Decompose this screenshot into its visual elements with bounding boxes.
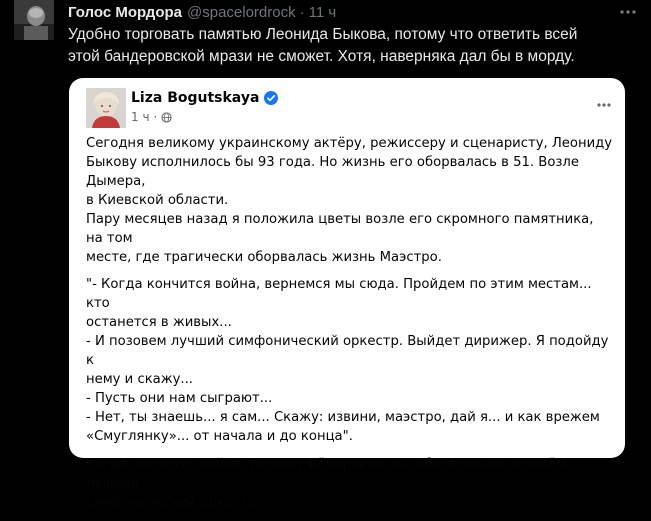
fb-text-line: - Пусть они нам сыграют... bbox=[86, 391, 273, 406]
fb-text-line: Сегодня великому украинскому актёру, режиссеру и сценаристу, Леониду bbox=[86, 136, 613, 151]
display-name[interactable]: Голос Мордора bbox=[68, 3, 182, 21]
fb-text-line: месте, где трагически оборвалась жизнь Маэстро. bbox=[86, 250, 442, 265]
fb-paragraph bbox=[86, 275, 614, 446]
fb-text-line: симфонический оркестр... bbox=[86, 495, 270, 510]
fb-text-line: "- Когда кончится война, вернемся мы сюда. Пройдем по этим местам... кто bbox=[86, 277, 592, 311]
tweet-text bbox=[68, 24, 638, 68]
fb-post-body bbox=[86, 134, 614, 521]
fb-more-horizontal-icon bbox=[595, 98, 613, 112]
fb-post-time: 1 ч bbox=[131, 110, 150, 124]
avatar-image bbox=[14, 0, 54, 40]
fb-text-line: Пару месяцев назад я положила цветы возле его скромного памятника, на том bbox=[86, 212, 594, 246]
fb-paragraph bbox=[86, 455, 614, 512]
separator-dot: · bbox=[299, 3, 305, 21]
fb-avatar-image bbox=[86, 88, 126, 128]
tweet-header bbox=[68, 3, 336, 21]
user-handle[interactable]: @spacelordrock bbox=[187, 3, 296, 21]
fb-meta-dot: · bbox=[153, 110, 158, 124]
globe-icon bbox=[161, 112, 172, 123]
fb-author-name: Liza Bogutskaya bbox=[131, 90, 260, 106]
user-avatar[interactable] bbox=[14, 0, 54, 40]
fb-text-line: - Нет, ты знаешь... я сам... Скажу: извини, маэстро, дай я... и как врежем bbox=[86, 410, 600, 425]
tweet-text-line: Удобно торговать памятью Леонида Быкова, потому что ответить всей bbox=[68, 26, 578, 43]
fb-post-meta bbox=[131, 110, 172, 124]
fb-text-line: «Смуглянку»... от начала и до конца". bbox=[86, 429, 353, 444]
more-horizontal-icon[interactable] bbox=[618, 2, 638, 22]
fb-author-avatar bbox=[86, 88, 126, 128]
attached-facebook-post-image[interactable] bbox=[69, 78, 625, 510]
timestamp[interactable]: 11 ч bbox=[308, 3, 337, 21]
verified-badge-icon bbox=[264, 91, 278, 105]
fb-text-line: Быкову исполнилось бы 93 года. Но жизнь его оборвалась в 51. Возле Дымера, bbox=[86, 155, 579, 189]
fb-text-line: Когда кончится война, Леонид Фёдорович, мы обязательно позовём лучший bbox=[86, 457, 566, 491]
fb-text-line: - И позовем лучший симфонический оркестр. Выйдет дирижер. Я подойду к bbox=[86, 334, 609, 368]
fb-text-line: останется в живых... bbox=[86, 315, 232, 330]
tweet-text-line: этой бандеровской мрази не сможет. Хотя, наверняка дал бы в морду. bbox=[68, 48, 575, 65]
fb-paragraph bbox=[86, 134, 614, 267]
fb-text-line: в Киевской области. bbox=[86, 193, 229, 208]
fb-author-row bbox=[131, 90, 278, 106]
fb-text-line: нему и скажу... bbox=[86, 372, 194, 387]
